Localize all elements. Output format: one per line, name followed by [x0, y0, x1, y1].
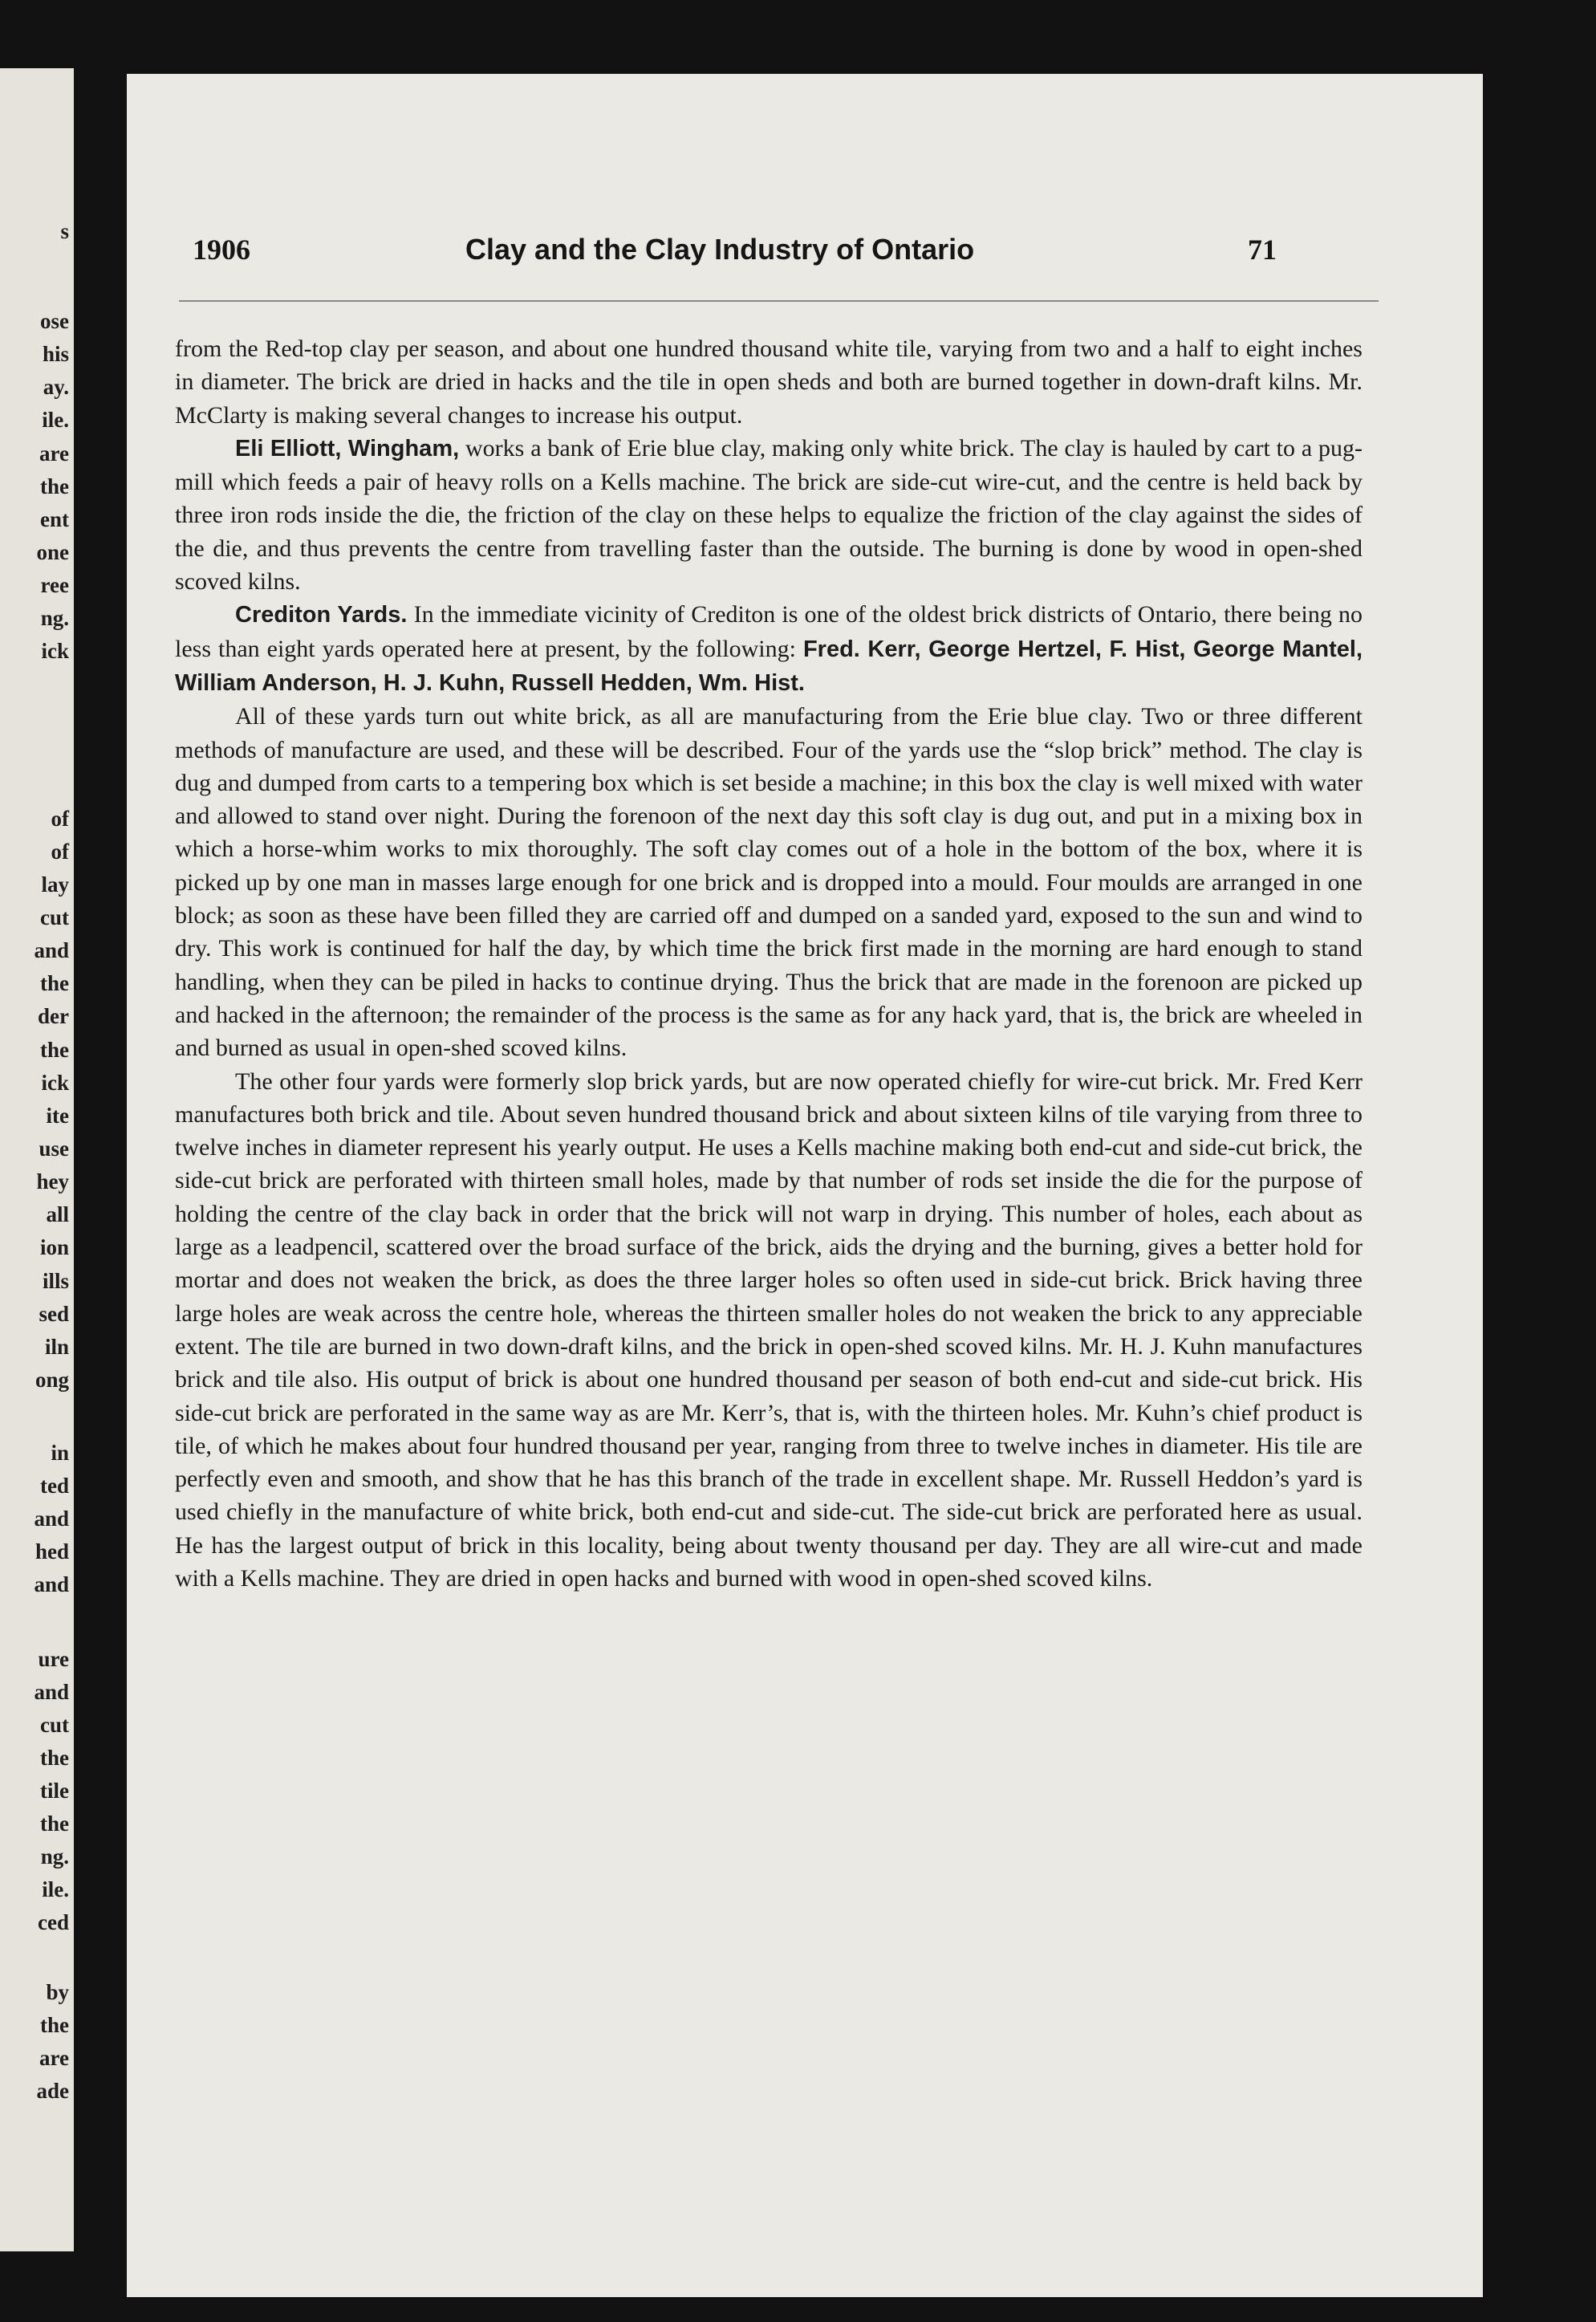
adjacent-page-fragment: ong	[35, 1368, 69, 1392]
adjacent-page-fragment: cut	[40, 905, 69, 929]
header-rule	[179, 300, 1379, 302]
adjacent-page-fragment: ent	[40, 507, 69, 531]
adjacent-page-fragment: ose	[40, 309, 69, 333]
adjacent-page-fragment: ng.	[40, 606, 69, 630]
adjacent-page-edge	[0, 68, 74, 2251]
adjacent-page-fragment: ade	[36, 2079, 69, 2103]
adjacent-page-fragment: ced	[38, 1910, 69, 1934]
adjacent-page-fragment: in	[51, 1441, 69, 1465]
adjacent-page-fragment: ile.	[42, 1877, 69, 1901]
adjacent-page-fragment: ree	[40, 573, 69, 597]
adjacent-page-fragment: the	[40, 1812, 69, 1836]
adjacent-page-fragment: sed	[39, 1302, 69, 1326]
paragraph-3-names: Fred. Kerr, George Hertzel, F. Hist, George Mantel, William Anderson, H. J. Kuhn, Russell Hedden, Wm. Hist.	[175, 636, 1362, 696]
page-number: 71	[1248, 234, 1277, 266]
adjacent-page-fragment: cut	[40, 1713, 69, 1737]
adjacent-page-fragment: ile.	[42, 408, 69, 432]
adjacent-page-fragment: the	[40, 2013, 69, 2037]
adjacent-page-fragment: the	[40, 1746, 69, 1770]
adjacent-page-fragment: ite	[46, 1104, 69, 1128]
adjacent-page-fragment: tile	[40, 1779, 69, 1803]
adjacent-page-fragment: ick	[41, 1071, 69, 1095]
paragraph-3	[175, 598, 1362, 700]
paragraph-4: All of these yards turn out white brick, as all are manufacturing from the Erie blue clay. Two or three different methods of manufacture are used, and these will be described. Four of the yards use the “slop brick” method. The clay is dug and dumped from carts to a tempering box which is set beside a machine; in this box the clay is well mixed with water and allowed to stand over night. During the forenoon of the next day this soft clay is dug out, and put in a mixing box in which a horse-whim works to mix thoroughly. The soft clay comes out of a hole in the bottom of the box, where it is picked up by one man in masses large enough for one brick and is dropped into a mould. Four moulds are arranged in one block; as soon as these have been filled they are carried off and dumped on a sanded yard, exposed to the sun and wind to dry. This work is continued for half the day, by which time the brick first made in the morning are hard enough to stand handling, when they can be piled in hacks to continue drying. Thus the brick that are made in the forenoon are picked up and hacked in the afternoon; the remainder of the process is the same as for any hack yard, that is, the brick are wheeled in and burned as usual in open-shed scoved kilns.	[175, 703, 1362, 1062]
adjacent-page-fragment: and	[34, 1507, 69, 1531]
adjacent-page-fragment: of	[51, 840, 69, 864]
adjacent-page-fragment: hey	[36, 1169, 69, 1194]
adjacent-page-fragment: of	[51, 807, 69, 831]
paragraph-2-heading: Eli Elliott, Wingham,	[235, 435, 460, 462]
adjacent-page-fragment: s	[60, 219, 69, 243]
adjacent-page-fragment: iln	[44, 1335, 69, 1359]
adjacent-page-fragment: ay.	[43, 375, 69, 399]
paragraph-2-text: works a bank of Erie blue clay, making only white brick. The clay is hauled by cart to a pug-mill which feeds a pair of heavy rolls on a Kells machine. The brick are side-cut wire-cut, and the centre is held back by three iron rods inside the die, the friction of the clay on these helps to equalize the friction of the clay against the sides of the die, and thus prevents the centre from travelling faster than the outside. The burning is done by wood in open-shed scoved kilns.	[175, 434, 1362, 596]
adjacent-page-fragment: are	[39, 441, 69, 466]
adjacent-page-fragment: ick	[41, 639, 69, 663]
adjacent-page-fragment: the	[40, 474, 69, 498]
adjacent-page-fragment: ted	[40, 1474, 69, 1498]
adjacent-page-fragment: all	[46, 1202, 69, 1226]
header-title: Clay and the Clay Industry of Ontario	[465, 233, 975, 266]
adjacent-page-fragment: ion	[39, 1235, 69, 1259]
adjacent-page-fragment: and	[34, 938, 69, 962]
adjacent-page-fragment: the	[40, 1038, 69, 1062]
paragraph-2	[175, 432, 1362, 598]
running-header	[127, 233, 1483, 273]
adjacent-page-fragment: hed	[35, 1539, 69, 1564]
adjacent-page-fragment: ng.	[40, 1844, 69, 1869]
adjacent-page-fragment: and	[34, 1572, 69, 1596]
adjacent-page-fragment: one	[36, 540, 69, 564]
adjacent-page-fragment: der	[38, 1004, 69, 1028]
book-page	[127, 74, 1483, 2297]
paragraph-5: The other four yards were formerly slop brick yards, but are now operated chiefly for wire-cut brick. Mr. Fred Kerr manufactures both brick and tile. About seven hundred thousand brick and about sixteen kilns of tile varying from three to twelve inches in diameter represent his yearly output. He uses a Kells machine making both end-cut and side-cut brick, the side-cut brick are perforated with thirteen small holes, made by that number of rods set inside the die for the purpose of holding the centre of the clay back in order that the brick will not warp in drying. This number of holes, each about as large as a leadpencil, scattered over the broad surface of the brick, aids the drying and the burning, gives a better hold for mortar and does not weaken the brick, as does the three larger holes so often used in side-cut brick. Brick having three large holes are weak across the centre hole, whereas the thirteen smaller holes do not weaken the brick to any appreciable extent. The tile are burned in two down-draft kilns, and the brick in open-shed scoved kilns. Mr. H. J. Kuhn manufactures brick and tile also. His output of brick is about one hundred thousand per season of both end-cut and side-cut brick. His side-cut brick are perforated in the same way as are Mr. Kerr’s, that is, with the thirteen holes. Mr. Kuhn’s chief product is tile, of which he makes about four hundred thousand per year, ranging from three to twelve inches in diameter. His tile are perfectly even and smooth, and show that he has this branch of the trade in excellent shape. Mr. Russell Heddon’s yard is used chiefly in the manufacture of white brick, both end-cut and side-cut. The side-cut brick are perforated here as usual. He has the largest output of brick in this locality, being about twenty thousand per day. They are all wire-cut and made with a Kells machine. They are dried in open hacks and burned with wood in open-shed scoved kilns.	[175, 1067, 1362, 1592]
adjacent-page-fragment: by	[46, 1980, 69, 2004]
adjacent-page-fragment: the	[40, 971, 69, 995]
adjacent-page-fragment: use	[39, 1137, 69, 1161]
adjacent-page-fragment: are	[39, 2046, 69, 2070]
paragraph-1: from the Red-top clay per season, and about one hundred thousand white tile, varying from two and a half to eight inches in diameter. The brick are dried in hacks and the tile in open sheds and both are burned together in down-draft kilns. Mr. McClarty is making several changes to increase his output.	[175, 335, 1362, 429]
adjacent-page-fragment: ills	[42, 1269, 69, 1293]
header-year: 1906	[193, 234, 250, 266]
adjacent-page-fragment: and	[34, 1680, 69, 1704]
body-text	[175, 332, 1362, 1595]
adjacent-page-fragment: ure	[38, 1647, 69, 1671]
paragraph-3-text: In the immediate vicinity of Crediton is one of the oldest brick districts of Ontario, there being no less than eight yards operated here at present, by the following:	[175, 601, 1362, 662]
paragraph-3-heading: Crediton Yards.	[235, 602, 408, 628]
adjacent-page-fragment: his	[42, 342, 69, 366]
adjacent-page-fragment: lay	[41, 872, 69, 897]
